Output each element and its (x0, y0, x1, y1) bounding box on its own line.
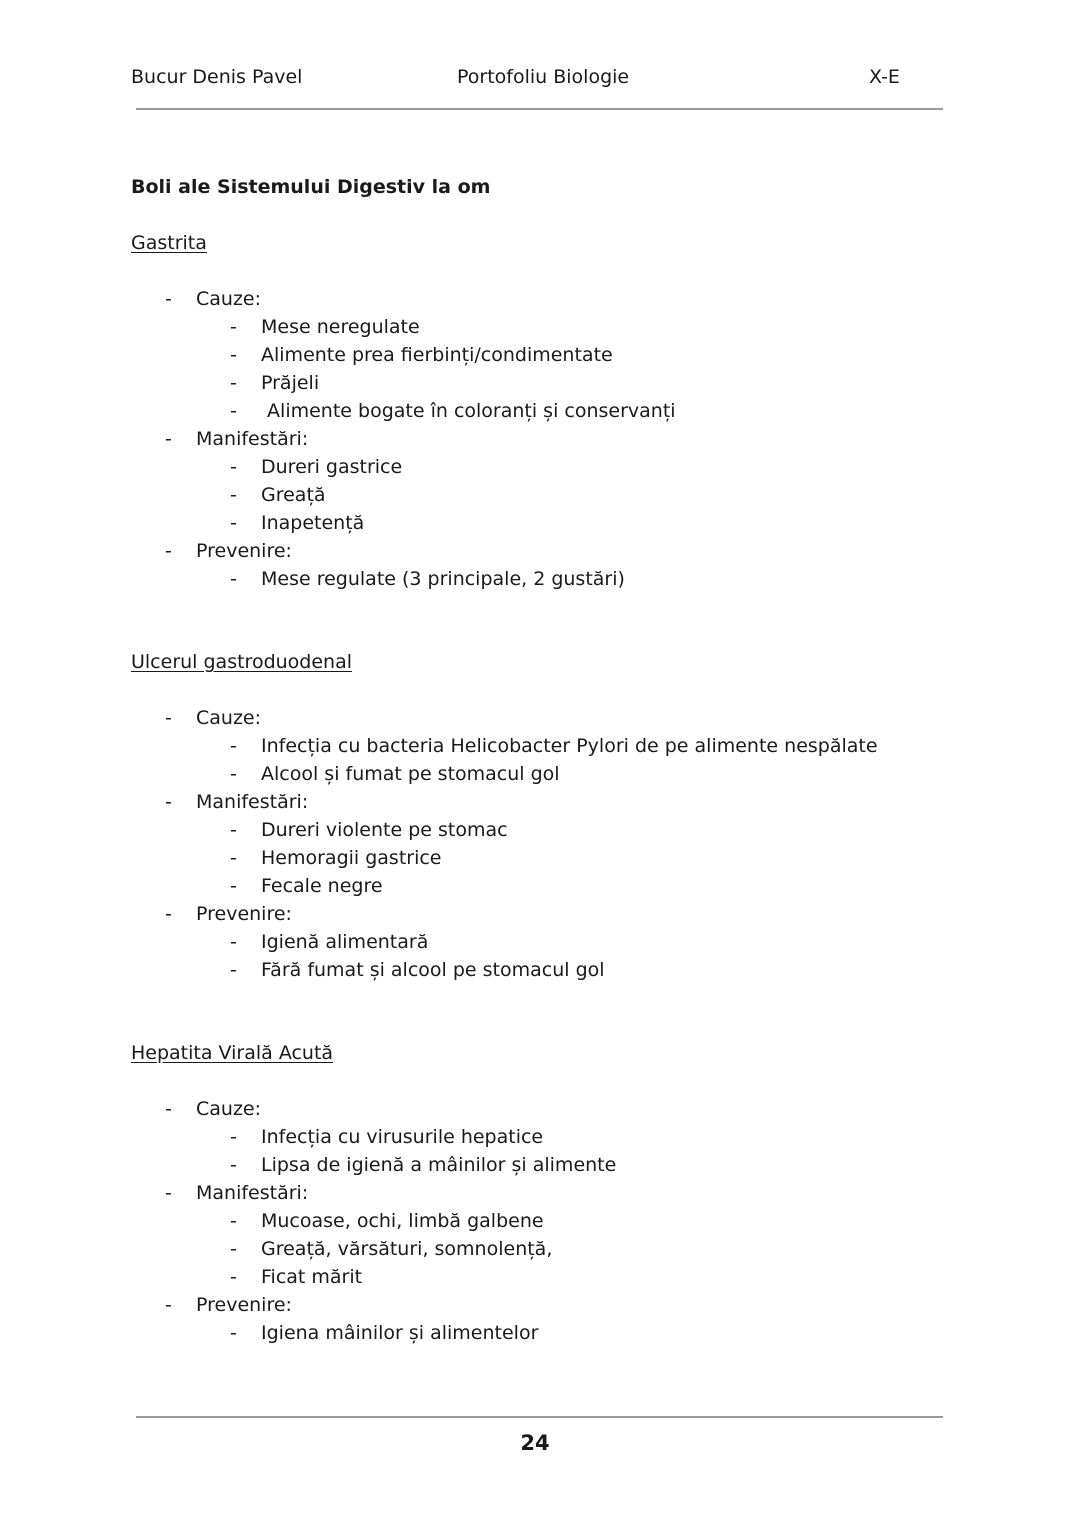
list-item-text: Fără fumat și alcool pe stomacul gol (261, 959, 605, 981)
list-item-text: Mese neregulate (261, 316, 420, 338)
group-label: Cauze: (196, 707, 262, 729)
bullet-dash: - (165, 791, 172, 813)
section-heading: Ulcerul gastroduodenal (131, 651, 353, 673)
bullet-dash: - (230, 931, 237, 953)
list-item (131, 341, 1031, 369)
bullet-dash: - (165, 1294, 172, 1316)
footer-divider (136, 1416, 943, 1418)
group-label: Prevenire: (196, 540, 292, 562)
bullet-dash: - (230, 1266, 237, 1288)
list-item-text: Fecale negre (261, 875, 383, 897)
list-item (131, 844, 1031, 872)
list-item-text: Ficat mărit (261, 1266, 363, 1288)
list-item-text: Greață (261, 484, 326, 506)
bullet-dash: - (230, 819, 237, 841)
bullet-dash: - (230, 400, 237, 422)
bullet-dash: - (230, 512, 237, 534)
section-hepatita (131, 1039, 1031, 1347)
group-row (131, 285, 1031, 313)
page-number: 24 (520, 1431, 550, 1455)
list-item-text: Dureri violente pe stomac (261, 819, 508, 841)
bullet-dash: - (230, 1154, 237, 1176)
list-item (131, 1319, 1031, 1347)
bullet-dash: - (165, 288, 172, 310)
list-item-text: Lipsa de igienă a mâinilor și alimente (261, 1154, 617, 1176)
list-item (131, 313, 1031, 341)
list-item (131, 1207, 1031, 1235)
group-label: Cauze: (196, 1098, 262, 1120)
list-item (131, 565, 1031, 593)
header-author: Bucur Denis Pavel (131, 66, 303, 88)
group-row (131, 704, 1031, 732)
group-label: Manifestări: (196, 791, 309, 813)
bullet-dash: - (230, 1238, 237, 1260)
list-item (131, 732, 1031, 760)
group-row (131, 900, 1031, 928)
bullet-dash: - (230, 875, 237, 897)
bullet-dash: - (230, 735, 237, 757)
section-heading: Gastrita (131, 232, 207, 254)
list-item (131, 481, 1031, 509)
list-item (131, 397, 1031, 425)
bullet-dash: - (165, 903, 172, 925)
list-item-text: Alimente prea fierbinți/condimentate (261, 344, 613, 366)
bullet-dash: - (230, 484, 237, 506)
group-label: Prevenire: (196, 1294, 292, 1316)
bullet-dash: - (230, 959, 237, 981)
bullet-dash: - (165, 1182, 172, 1204)
group-row (131, 425, 1031, 453)
list-item (131, 928, 1031, 956)
list-item-text: Hemoragii gastrice (261, 847, 442, 869)
list-item-text: Mese regulate (3 principale, 2 gustări) (261, 568, 625, 590)
bullet-dash: - (165, 540, 172, 562)
group-label: Manifestări: (196, 1182, 309, 1204)
list-item (131, 872, 1031, 900)
list-item (131, 1263, 1031, 1291)
bullet-dash: - (165, 1098, 172, 1120)
bullet-dash: - (230, 1210, 237, 1232)
list-item (131, 369, 1031, 397)
list-item (131, 1123, 1031, 1151)
list-item-text: Mucoase, ochi, limbă galbene (261, 1210, 544, 1232)
group-label: Prevenire: (196, 903, 292, 925)
group-row (131, 1095, 1031, 1123)
bullet-dash: - (165, 428, 172, 450)
bullet-dash: - (230, 1322, 237, 1344)
list-item-text: Infecția cu bacteria Helicobacter Pylori de pe alimente nespălate (261, 735, 878, 757)
header-divider (136, 108, 943, 110)
list-item-text: Prăjeli (261, 372, 320, 394)
list-item-text: Alimente bogate în coloranți și conservanți (261, 400, 676, 422)
group-row (131, 1291, 1031, 1319)
section-ulcer (131, 648, 1031, 984)
list-item-text: Greață, vărsături, somnolență, (261, 1238, 553, 1260)
header-class: X-E (869, 66, 900, 88)
group-label: Cauze: (196, 288, 262, 310)
group-label: Manifestări: (196, 428, 309, 450)
list-item (131, 453, 1031, 481)
bullet-dash: - (230, 1126, 237, 1148)
section-gastrita (131, 229, 1031, 593)
page-title: Boli ale Sistemului Digestiv la om (131, 176, 491, 198)
list-item (131, 956, 1031, 984)
group-row (131, 788, 1031, 816)
bullet-dash: - (230, 344, 237, 366)
bullet-dash: - (230, 372, 237, 394)
group-row (131, 1179, 1031, 1207)
list-item (131, 1235, 1031, 1263)
bullet-dash: - (230, 847, 237, 869)
header-subject: Portofoliu Biologie (457, 66, 630, 88)
group-row (131, 537, 1031, 565)
list-item (131, 760, 1031, 788)
list-item-text: Igienă alimentară (261, 931, 429, 953)
bullet-dash: - (230, 456, 237, 478)
list-item-text: Igiena mâinilor și alimentelor (261, 1322, 539, 1344)
list-item-text: Dureri gastrice (261, 456, 403, 478)
bullet-dash: - (230, 763, 237, 785)
list-item (131, 1151, 1031, 1179)
list-item (131, 509, 1031, 537)
list-item-text: Inapetență (261, 512, 365, 534)
bullet-dash: - (165, 707, 172, 729)
list-item-text: Infecția cu virusurile hepatice (261, 1126, 544, 1148)
list-item-text: Alcool și fumat pe stomacul gol (261, 763, 560, 785)
bullet-dash: - (230, 316, 237, 338)
section-heading: Hepatita Virală Acută (131, 1042, 334, 1064)
list-item (131, 816, 1031, 844)
bullet-dash: - (230, 568, 237, 590)
